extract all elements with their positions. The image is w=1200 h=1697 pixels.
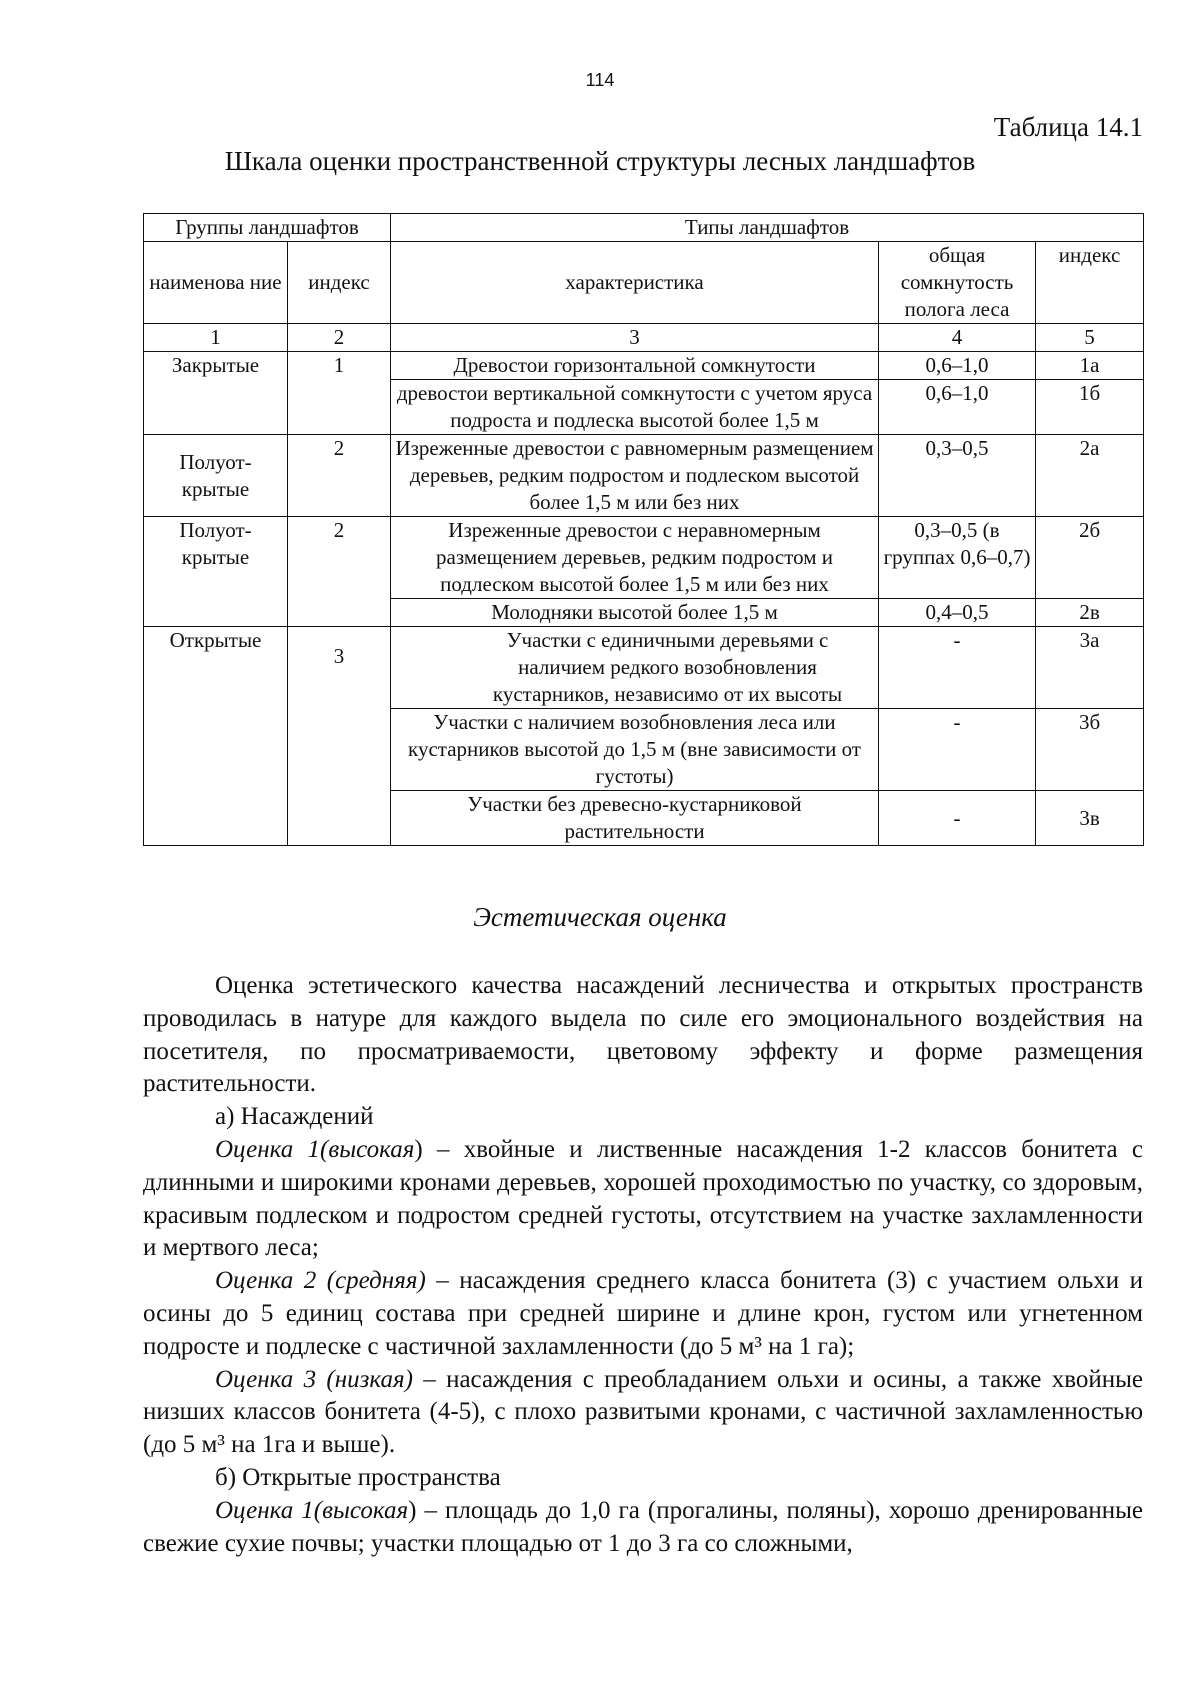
group-name: Полуот-крытые — [144, 517, 288, 627]
header-type-index: индекс — [1036, 242, 1144, 324]
column-number: 1 — [144, 324, 288, 352]
type-index: 3а — [1036, 627, 1144, 709]
header-index: индекс — [288, 242, 391, 324]
column-number: 5 — [1036, 324, 1144, 352]
type-characteristic: Участки с единичными деревьями с наличием редкого возобновления кустарников, независимо от их высоты — [391, 627, 879, 709]
open-rating-1-text: ) – площадь до 1,0 га (прогалины, поляны), хорошо дренированные свежие сухие почвы; участки площадью от 1 до 3 га со сложными, — [143, 1496, 1144, 1557]
header-types: Типы ландшафтов — [391, 214, 1144, 242]
table-title: Шкала оценки пространственной структуры лесных ландшафтов — [224, 146, 976, 176]
type-index: 2в — [1036, 599, 1144, 627]
group-name: Открытые — [144, 627, 288, 846]
header-groups: Группы ландшафтов — [144, 214, 391, 242]
paragraph-rating-2 — [143, 1265, 1143, 1363]
group-index: 3 — [288, 627, 391, 846]
rating-1-text: ) – хвойные и лиственные насаждения 1-2 классов бонитета с длинными и широкими кронами деревьев, хорошей проходимостью по участку, со здоровым, красивым подлеском и подростом средней густоты, отсутствием на участке захламленности и мертвого леса; — [143, 1135, 1143, 1262]
section-heading: Эстетическая оценка — [473, 902, 727, 932]
type-canopy: 0,4–0,5 — [879, 599, 1036, 627]
type-index: 3в — [1036, 791, 1144, 846]
group-name: Закрытые — [144, 352, 288, 435]
rating-2-label: Оценка 2 (средняя) — [215, 1267, 426, 1295]
type-characteristic: Участки с наличием возобновления леса или кустарников высотой до 1,5 м (вне зависимости от густоты) — [391, 709, 879, 791]
rating-3-label: Оценка 3 (низкая) — [215, 1365, 413, 1393]
landscape-structure-table — [143, 213, 1144, 846]
type-canopy: 0,6–1,0 — [879, 380, 1036, 435]
group-index: 2 — [288, 435, 391, 517]
type-canopy: 0,3–0,5 — [879, 435, 1036, 517]
type-index: 3б — [1036, 709, 1144, 791]
rating-1-label: Оценка 1(высокая — [215, 1135, 415, 1163]
body-text — [143, 970, 1143, 1560]
table-row — [144, 627, 1144, 709]
type-canopy: - — [879, 627, 1036, 709]
header-characteristic: характеристика — [391, 242, 879, 324]
group-index: 2 — [288, 517, 391, 627]
table-row — [144, 517, 1144, 599]
table-header-row — [144, 214, 1144, 242]
table-subheader-row — [144, 242, 1144, 324]
type-canopy: - — [879, 709, 1036, 791]
table-label: Таблица 14.1 — [993, 112, 1143, 142]
rating-2-text: – насаждения среднего класса бонитета (3) с участием ольхи и осины до 5 единиц состава при средней ширине и длине крон, густом или угнетенном подросте и подлеске с частичной захламленности (до 5 м³ на 1 га); — [143, 1267, 1144, 1360]
header-canopy: общая сомкнутость полога леса — [879, 242, 1036, 324]
type-index: 2а — [1036, 435, 1144, 517]
table-row — [144, 435, 1144, 517]
type-index: 2б — [1036, 517, 1144, 599]
paragraph-intro: Оценка эстетического качества насаждений лесничества и открытых пространств проводилась в натуре для каждого выдела по силе его эмоционального воздействия на посетителя, по просматриваемости, цветовому эффекту и форме размещения растительности. — [143, 972, 1143, 1098]
paragraph-b-heading: б) Открытые пространства — [215, 1463, 501, 1491]
type-characteristic: древостои вертикальной сомкнутости с учетом яруса подроста и подлеска высотой более 1,5 м — [391, 380, 879, 435]
table-row — [144, 352, 1144, 380]
open-rating-1-label: Оценка 1(высокая — [215, 1496, 409, 1524]
paragraph-rating-1 — [143, 1134, 1143, 1265]
page-number: 114 — [585, 70, 615, 90]
column-number: 4 — [879, 324, 1036, 352]
column-number: 3 — [391, 324, 879, 352]
type-canopy: 0,6–1,0 — [879, 352, 1036, 380]
type-characteristic: Участки без древесно-кустарниковой растительности — [391, 791, 879, 846]
type-index: 1б — [1036, 380, 1144, 435]
type-characteristic: Изреженные древостои с неравномерным размещением деревьев, редким подростом и подлеском высотой более 1,5 м или без них — [391, 517, 879, 599]
rating-3-text: – насаждения с преобладанием ольхи и осины, а также хвойные низших классов бонитета (4-5), с плохо развитыми кронами, с частичной захламленностью (до 5 м³ на 1га и выше). — [143, 1365, 1143, 1459]
type-canopy: - — [879, 791, 1036, 846]
column-number-row — [144, 324, 1144, 352]
column-number: 2 — [288, 324, 391, 352]
type-canopy: 0,3–0,5 (в группах 0,6–0,7) — [879, 517, 1036, 599]
paragraph-a-heading: а) Насаждений — [215, 1103, 374, 1131]
type-characteristic: Древостои горизонтальной сомкнутости — [391, 352, 879, 380]
header-name: наименова ние — [144, 242, 288, 324]
group-name: Полуот-крытые — [144, 435, 288, 517]
group-index: 1 — [288, 352, 391, 435]
paragraph-open-rating-1 — [143, 1495, 1143, 1561]
paragraph-rating-3 — [143, 1364, 1143, 1462]
type-characteristic: Изреженные древостои с равномерным размещением деревьев, редким подростом и подлеском высотой более 1,5 м или без них — [391, 435, 879, 517]
type-index: 1а — [1036, 352, 1144, 380]
type-characteristic: Молодняки высотой более 1,5 м — [391, 599, 879, 627]
